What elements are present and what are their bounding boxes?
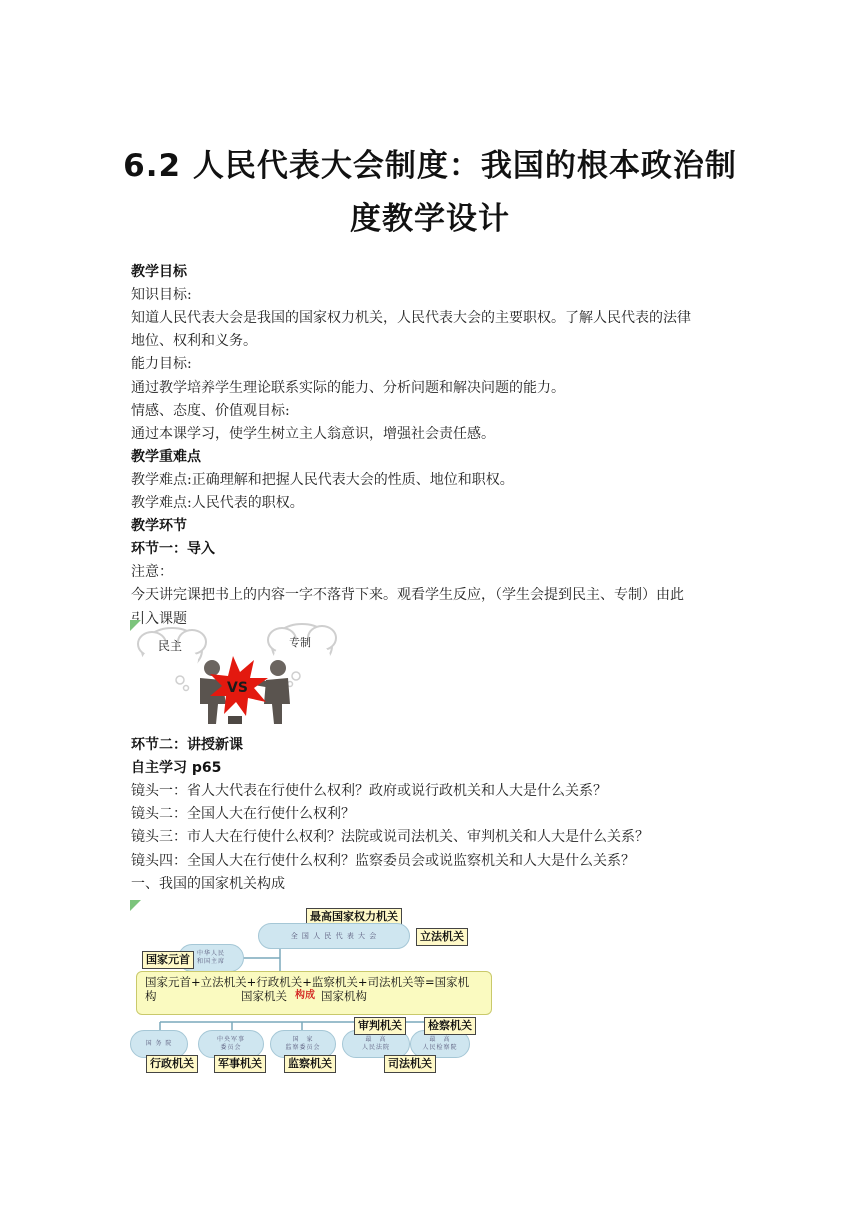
section-heading: 环节一：导入 [131,541,215,558]
democracy-vs-autocracy-image [130,620,340,730]
vs-illustration [130,620,340,730]
president-box: 中华人民 和国主席 [178,944,244,972]
body-line: 情感、态度、价值观目标: [131,402,290,419]
left-thought-bubble [138,628,206,691]
formula-institutions: 国家机构 [321,989,367,1003]
body-line: 通过教学培养学生理论联系实际的能力、分析问题和解决问题的能力。 [131,379,565,396]
military-organ-label: 军事机关 [214,1055,266,1073]
formula-box [136,971,492,1015]
body-line: 今天讲完课把书上的内容一字不落背下来。观看学生反应，（学生会提到民主、专制）由此 [131,587,684,604]
central-military-commission-box: 中央军事 委员会 [198,1030,264,1058]
judicial-organ-label: 司法机关 [384,1055,436,1073]
image-corner-marker [130,620,141,631]
body-line: 教学难点:人民代表的职权。 [131,495,304,511]
section-heading: 环节二：讲授新课 [131,737,243,753]
body-line: 知识目标: [131,287,192,304]
formula-line-1: 国家元首+立法机关+行政机关+监察机关+司法机关等=国家机 [145,975,470,989]
page-title-line-2: 度教学设计 [350,201,510,237]
highest-state-power-label: 最高国家权力机关 [306,908,402,926]
vs-text: VS [227,680,248,696]
procuratorial-organ-label: 检察机关 [424,1017,476,1035]
right-bubble-text: 专制 [289,636,311,649]
body-line: 能力目标: [131,356,192,373]
body-line: 注意： [131,564,173,581]
body-line: 引入课题 [131,610,187,627]
head-of-state-label: 国家元首 [142,951,194,969]
section-heading: 教学重难点 [131,448,201,465]
body-line: 教学难点:正确理解和把握人民代表大会的性质、地位和职权。 [131,471,514,488]
right-thought-bubble [268,624,336,687]
formula-line-2: 构 [145,989,157,1003]
state-council-box: 国 务 院 [130,1030,188,1058]
section-heading: 自主学习 p65 [131,760,222,777]
trial-organ-label: 审判机关 [354,1017,406,1035]
supervisory-organ-label: 监察机关 [284,1055,336,1073]
national-supervisory-commission-box: 国 家 监察委员会 [270,1030,336,1058]
body-line: 地位、权利和义务。 [131,333,257,350]
supreme-court-box: 最 高 人民法院 [342,1030,410,1058]
body-line: 一、我国的国家机关构成 [131,875,285,892]
formula-constitute: 构成 [295,990,315,1001]
body-line: 镜头一：省人大代表在行使什么权利？政府或说行政机关和人大是什么关系？ [131,783,607,800]
body-line: 知道人民代表大会是我国的国家权力机关，人民代表大会的主要职权。了解人民代表的法律 [131,310,691,327]
section-heading: 教学目标 [131,264,187,280]
npc-box: 全 国 人 民 代 表 大 会 [258,923,410,949]
executive-organ-label: 行政机关 [146,1055,198,1073]
section-heading: 教学环节 [131,518,187,535]
formula-organs: 国家机关 [241,989,287,1003]
supreme-procuratorate-box: 最 高 人民检察院 [410,1030,470,1058]
body-line: 镜头三：市人大在行使什么权利？法院或说司法机关、审判机关和人大是什么关系？ [131,829,649,846]
left-bubble-text: 民主 [158,639,183,653]
page-title-line-1: 6.2 人民代表大会制度：我国的根本政治制 [123,148,737,184]
body-line: 镜头二：全国人大在行使什么权利？ [131,806,355,823]
body-line: 通过本课学习，使学生树立主人翁意识，增强社会责任感。 [131,425,495,442]
body-line: 镜头四：全国人大在行使什么权利？监察委员会或说监察机关和人大是什么关系？ [131,852,635,869]
legislative-organ-label: 立法机关 [416,928,468,946]
